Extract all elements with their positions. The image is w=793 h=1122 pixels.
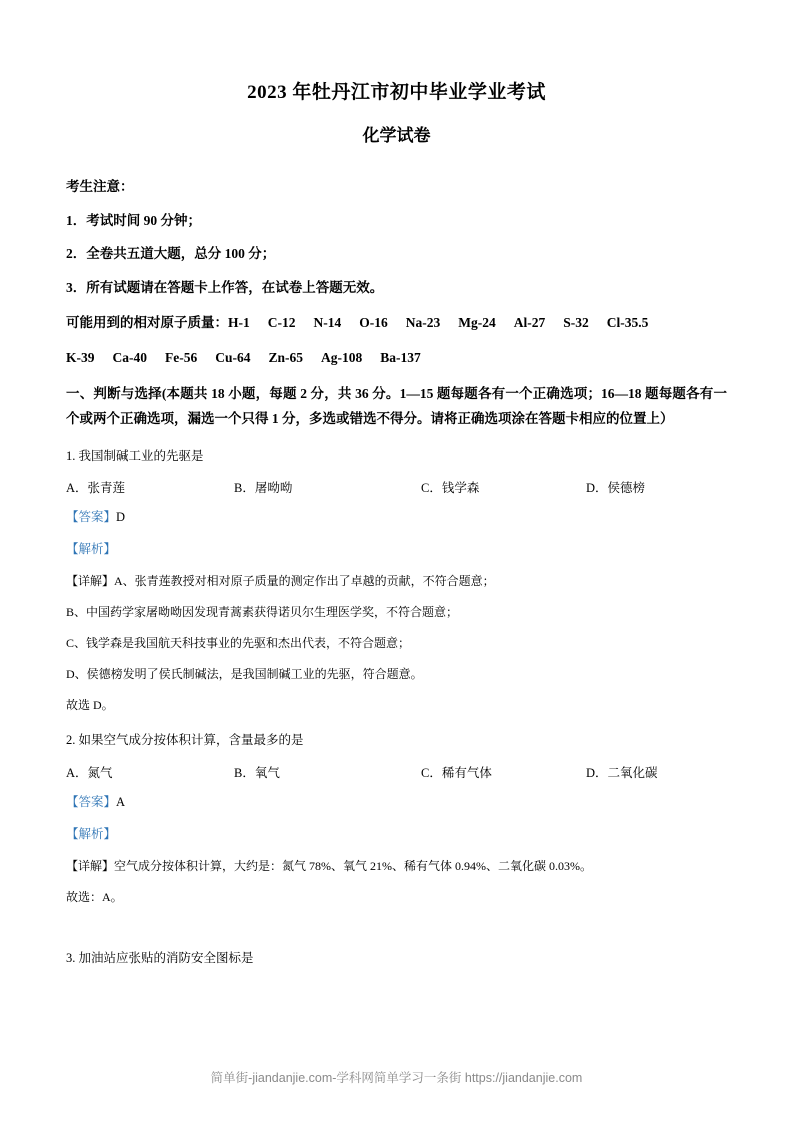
atomic-mass-na: Na-23 bbox=[405, 315, 441, 331]
page-title: 2023 年牡丹江市初中毕业学业考试 bbox=[247, 82, 546, 103]
notice-item-3: 3．所有试题请在答题卡上作答，在试卷上答题无效。 bbox=[66, 280, 384, 296]
question-1-detail-line-3: C、钱学森是我国航天科技事业的先驱和杰出代表，不符合题意； bbox=[66, 636, 411, 651]
atomic-mass-mg: Mg-24 bbox=[458, 315, 496, 331]
question-2-answer bbox=[66, 792, 727, 813]
question-2-detail-line-1 bbox=[66, 856, 727, 877]
atomic-mass-cu: Cu-64 bbox=[215, 349, 251, 365]
atomic-mass-k: K-39 bbox=[66, 349, 95, 365]
question-1-detail-line-1 bbox=[66, 571, 727, 592]
question-1-conclusion: 故选 D。 bbox=[66, 698, 114, 713]
question-1-detail-tag: 【详解】 bbox=[66, 574, 115, 589]
question-1-option-c[interactable]: C．钱学森 bbox=[421, 480, 480, 495]
atomic-mass-ag: Ag-108 bbox=[321, 349, 363, 365]
question-1-stem: 1. 我国制碱工业的先驱是 bbox=[66, 448, 204, 463]
notice-item-1: 1．考试时间 90 分钟； bbox=[66, 212, 201, 228]
question-2-detail-text-1: 空气成分按体积计算，大约是：氮气 78%、氧气 21%、稀有气体 0.94%、二氧化碳 0.03%。 bbox=[114, 859, 593, 874]
atomic-mass-o: O-16 bbox=[359, 315, 388, 331]
atomic-mass-label: 可能用到的相对原子质量： bbox=[66, 315, 228, 331]
section-heading: 一、判断与选择(本题共 18 小题，每题 2 分，共 36 分。1—15 题每题各有一个正确选项；16—18 题每题各有一个或两个正确选项，漏选一个只得 1 分，多选或错选不得分。请将正确选项涂在答题卡相应的位置上） bbox=[66, 385, 727, 426]
question-2-answer-value: A bbox=[116, 794, 126, 809]
question-2-option-b[interactable]: B．氧气 bbox=[234, 765, 280, 780]
atomic-mass-h: H-1 bbox=[228, 315, 250, 331]
question-1-analysis-tag: 【解析】 bbox=[66, 542, 117, 557]
question-1-options bbox=[66, 478, 727, 496]
atomic-mass-cl: Cl-35.5 bbox=[606, 315, 649, 331]
atomic-mass-s: S-32 bbox=[563, 315, 589, 331]
question-2-detail-tag: 【详解】 bbox=[66, 859, 115, 874]
question-1-detail-text-1: A、张青莲教授对相对原子质量的测定作出了卓越的贡献，不符合题意； bbox=[114, 574, 495, 589]
question-2-options bbox=[66, 763, 727, 781]
spacer bbox=[66, 908, 727, 934]
question-2-analysis bbox=[66, 824, 727, 845]
atomic-mass-row-2 bbox=[66, 346, 727, 370]
notice-heading: 考生注意： bbox=[66, 178, 134, 194]
atomic-mass-ba: Ba-137 bbox=[380, 349, 421, 365]
question-1-detail-line-4: D、侯德榜发明了侯氏制碱法，是我国制碱工业的先驱，符合题意。 bbox=[66, 667, 423, 682]
notice-item-2: 2．全卷共五道大题，总分 100 分； bbox=[66, 246, 276, 262]
question-1-analysis bbox=[66, 539, 727, 560]
atomic-mass-zn: Zn-65 bbox=[268, 349, 304, 365]
question-2-option-a[interactable]: A．氮气 bbox=[66, 765, 113, 780]
question-2-conclusion: 故选：A。 bbox=[66, 890, 123, 905]
atomic-mass-ca: Ca-40 bbox=[112, 349, 147, 365]
question-2-analysis-tag: 【解析】 bbox=[66, 826, 117, 841]
question-1-option-a[interactable]: A．张青莲 bbox=[66, 480, 126, 495]
question-1-detail-line-2: B、中国药学家屠呦呦因发现青蒿素获得诺贝尔生理医学奖，不符合题意； bbox=[66, 605, 459, 620]
atomic-mass-fe: Fe-56 bbox=[165, 349, 198, 365]
question-1-answer bbox=[66, 507, 727, 528]
question-2-stem: 2. 如果空气成分按体积计算，含量最多的是 bbox=[66, 733, 304, 748]
atomic-mass-row-1 bbox=[66, 311, 727, 335]
page-subtitle: 化学试卷 bbox=[362, 126, 431, 146]
atomic-mass-al: Al-27 bbox=[513, 315, 546, 331]
question-1-option-b[interactable]: B．屠呦呦 bbox=[234, 480, 293, 495]
question-1-option-d[interactable]: D．侯德榜 bbox=[586, 480, 646, 495]
question-2-option-d[interactable]: D．二氧化碳 bbox=[586, 765, 658, 780]
footer-watermark: 简单街-jiandanjie.com-学科网简单学习一条街 https://jiandanjie.com bbox=[210, 1071, 583, 1085]
atomic-mass-n: N-14 bbox=[313, 315, 342, 331]
question-1-answer-value: D bbox=[116, 509, 126, 524]
question-3-stem: 3. 加油站应张贴的消防安全图标是 bbox=[66, 951, 254, 966]
question-1-answer-tag: 【答案】 bbox=[66, 509, 117, 524]
question-2-option-c[interactable]: C．稀有气体 bbox=[421, 765, 492, 780]
atomic-mass-c: C-12 bbox=[267, 315, 296, 331]
question-2-answer-tag: 【答案】 bbox=[66, 794, 117, 809]
